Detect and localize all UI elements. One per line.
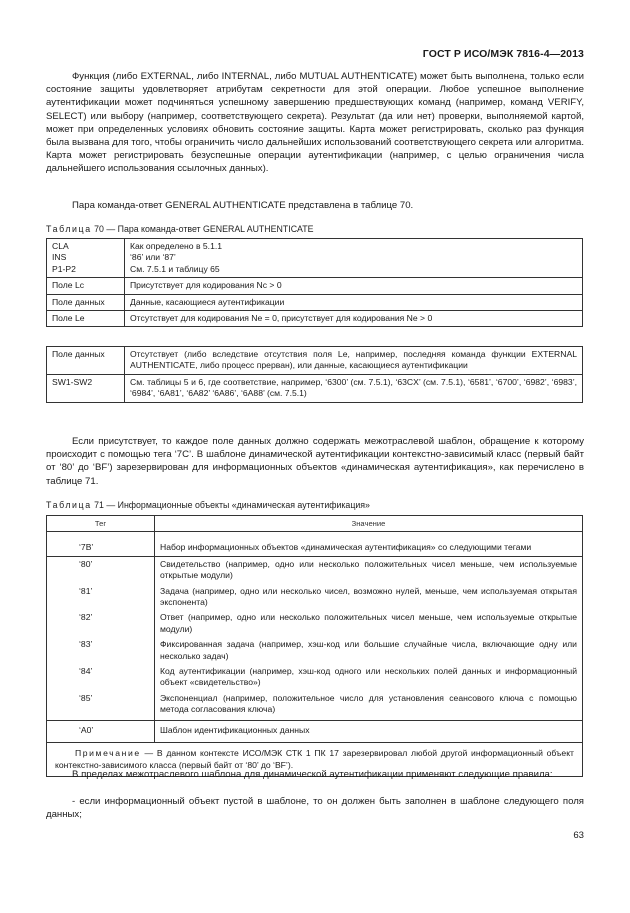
table70-caption-text: 70 — Пара команда-ответ GENERAL AUTHENTICATE (91, 224, 314, 234)
table71-caption-text: 71 — Информационные объекты «динамическая аутентификация» (91, 500, 370, 510)
table-row (47, 239, 583, 278)
table71-caption-prefix: Таблица (46, 500, 92, 510)
table-cell: Отсутствует для кодирования Ne = 0, присутствует для кодирования Ne > 0 (125, 311, 583, 327)
paragraph-template-description: Если присутствует, то каждое поле данных должно содержать межотраслевой шаблон, обращение к которому происходит с помощью тега ‘7C’. В шаблоне динамической аутентификации контекстно-зависимый класс (первый байт от ‘80’ до ‘BF’) зарезервирован для информационных объектов «динамическая аутентификация», как перечислено в таблице 71. (46, 436, 584, 487)
table-cell: ‘83’ (47, 637, 155, 664)
table71 (46, 515, 583, 777)
table-cell: Как определено в 5.1.1 ‘86’ или ‘87’ См. 7.5.1 и таблицу 65 (125, 239, 583, 278)
table-row (47, 664, 583, 691)
table-row (47, 294, 583, 310)
table-cell: ‘85’ (47, 691, 155, 720)
table-row (47, 637, 583, 664)
note-text: — В данном контексте ИСО/МЭК СТК 1 ПК 17 зарезервировал любой другой информационный объект контекстно-зависимого класса (первый байт от ‘80’ до ‘BF’). (55, 748, 574, 770)
table-row (47, 278, 583, 294)
table-cell: Свидетельство (например, одно или несколько положительных чисел меньше, чем используемые открытые модули) (155, 556, 583, 583)
document-header: ГОСТ Р ИСО/МЭК 7816-4—2013 (422, 48, 584, 60)
table70-caption-prefix: Таблица (46, 224, 92, 234)
table-cell: Поле Le (47, 311, 125, 327)
table71-caption (46, 500, 370, 510)
table-row (47, 691, 583, 720)
column-header-value: Значение (155, 516, 583, 532)
table-row (47, 556, 583, 583)
table-header-row (47, 516, 583, 532)
table-row (47, 311, 583, 327)
table-cell: Отсутствует (либо вследствие отсутствия поля Le, например, последняя команда функции EXTERNAL AUTHENTICATE, либо процесс прерван), или данные, касающиеся аутентификации (125, 347, 583, 375)
table-cell: ‘A0’ (47, 720, 155, 742)
table-cell: Задача (например, одно или несколько чисел, возможно нулей, меньше, чем используемая открытая экспонента) (155, 584, 583, 611)
table-row (47, 584, 583, 611)
column-header-tag: Тег (47, 516, 155, 532)
table-cell: ‘7B’ (47, 532, 155, 556)
paragraph-rules-intro: В пределах межотраслевого шаблона для динамической аутентификации применяют следующие правила: (72, 769, 553, 780)
table-row (47, 610, 583, 637)
table-row (47, 532, 583, 556)
page-number: 63 (573, 830, 584, 841)
table-cell: Поле данных (47, 294, 125, 310)
table-cell: Ответ (например, одно или несколько положительных чисел меньше, чем используемые открытые модули) (155, 610, 583, 637)
table-cell: Набор информационных объектов «динамическая аутентификация» со следующими тегами (155, 532, 583, 556)
note-prefix: Примечание (75, 748, 141, 759)
table-cell: Экспоненциал (например, положительное число для установления сеансового ключа с помощью метода согласования ключа) (155, 691, 583, 720)
table-cell: Фиксированная задача (например, хэш-код или большие случайные числа, включающие одну или несколько задач) (155, 637, 583, 664)
table-row (47, 374, 583, 402)
table-cell: ‘84’ (47, 664, 155, 691)
table70-caption (46, 224, 314, 234)
table-row (47, 720, 583, 742)
table70-response (46, 346, 583, 403)
table-cell: ‘80’ (47, 556, 155, 583)
table-cell: Поле Lc (47, 278, 125, 294)
paragraph-rule-1: - если информационный объект пустой в шаблоне, то он должен быть заполнен в шаблоне следующего поля данных; (46, 796, 584, 821)
table-row (47, 347, 583, 375)
paragraph-authentication-function: Функция (либо EXTERNAL, либо INTERNAL, либо MUTUAL AUTHENTICATE) может быть выполнена, только если состояние защиты удовлетворяет атрибутам секретности для этой операции. Любое успешное выполнение аутентификации может подчиняться успешному завершению предшествующих команд (например, команд VERIFY, SELECT) или выбору (например, соответствующего секрета). Результат (да или нет) проверки, выполняемой картой, может при определенных условиях обновить состояние защиты. Карта может регистрировать, сколько раз функция была вызвана для того, чтобы ограничить число дальнейших использований соответствующего секрета или алгоритма. Карта может регистрировать безуспешные операции аутентификации (например, с целью ограничения числа дальнейшего использования ссылочных данных). (46, 71, 584, 175)
table-cell: Поле данных (47, 347, 125, 375)
table70 (46, 238, 583, 327)
table-cell: SW1-SW2 (47, 374, 125, 402)
table-cell: Код аутентификации (например, хэш-код одного или нескольких полей данных и информационный объект «свидетельство») (155, 664, 583, 691)
table-cell: Данные, касающиеся аутентификации (125, 294, 583, 310)
table-cell: См. таблицы 5 и 6, где соответствие, например, ‘6300’ (см. 7.5.1), ‘63CX’ (см. 7.5.1), ‘6581’, ‘6700’, ‘6982’, ‘6983’, ‘6984’, ‘6A81’, ‘6A82’ ‘6A86’, ‘6A88’ (см. 7.5.1) (125, 374, 583, 402)
table-cell: ‘82’ (47, 610, 155, 637)
table-cell: CLA INS P1-P2 (47, 239, 125, 278)
table-cell: ‘81’ (47, 584, 155, 611)
table-cell: Присутствует для кодирования Nc > 0 (125, 278, 583, 294)
paragraph-table70-intro: Пара команда-ответ GENERAL AUTHENTICATE представлена в таблице 70. (72, 200, 414, 211)
table-cell: Шаблон идентификационных данных (155, 720, 583, 742)
